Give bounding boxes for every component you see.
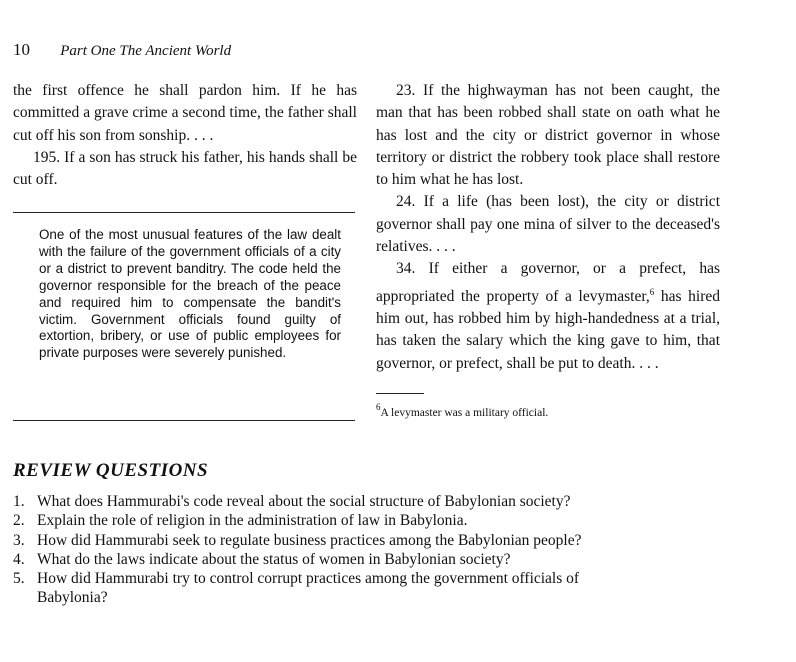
question-number: 4. <box>13 550 25 568</box>
page-number: 10 <box>13 40 30 59</box>
review-questions-list <box>13 492 633 608</box>
sidebar-text: One of the most unusual features of the law dealt with the failure of the government officials of a city or a district to prevent banditry. The code held the governor responsible for the breach of the peace and required him to compensate the bandit's victim. Government officials found guilty of extortion, bribery, or use of public employees for private purposes were severely punished. <box>39 227 341 361</box>
question-text: How did Hammurabi seek to regulate business practices among the Babylonian people? <box>37 531 582 549</box>
page-header <box>13 40 231 60</box>
footnote-marker: 6 <box>376 401 381 412</box>
footnote-text: A levymaster was a military official. <box>380 406 549 419</box>
question-number: 3. <box>13 531 25 549</box>
running-title: Part One The Ancient World <box>60 43 232 59</box>
review-question <box>13 492 633 511</box>
question-text: How did Hammurabi try to control corrupt practices among the government officials of Babylonia? <box>37 570 580 607</box>
law-paragraph: 23. If the highwayman has not been caught, the man that has been robbed shall state on oath what he has lost and the city or district governor in whose territory or district the robbery took place shall restore to him what he has lost. <box>376 82 720 189</box>
law-paragraph: 195. If a son has struck his father, his hands shall be cut off. <box>13 148 357 189</box>
law-paragraph <box>376 258 720 374</box>
question-text: What do the laws indicate about the status of women in Babylonian society? <box>37 550 511 568</box>
question-number: 5. <box>13 570 25 588</box>
question-number: 2. <box>13 512 25 530</box>
law-paragraph-end: has hired him out, has robbed him by high-handedness at a trial, has taken the salary which the king gave to him, that governor, or prefect, shall be put to death. . . . <box>376 287 720 372</box>
review-question <box>13 531 633 550</box>
law-paragraph: the first offence he shall pardon him. If he has committed a grave crime a second time, the father shall cut off his son from sonship. . . . <box>13 82 357 144</box>
footnote <box>376 402 720 419</box>
commentary-sidebar <box>13 212 355 421</box>
question-number: 1. <box>13 493 25 510</box>
question-text: Explain the role of religion in the administration of law in Babylonia. <box>37 512 468 530</box>
footnote-reference[interactable]: 6 <box>649 286 655 297</box>
review-question <box>13 569 633 608</box>
left-column <box>13 80 357 191</box>
law-paragraph-start: 34. If either a governor, or a prefect, has appropriated the property of a levymaster, <box>376 260 720 305</box>
law-paragraph: 24. If a life (has been lost), the city or district governor shall pay one mina of silver to the deceased's relatives. . . . <box>376 193 720 256</box>
right-column <box>376 80 720 419</box>
review-questions-heading: REVIEW QUESTIONS <box>13 460 209 481</box>
question-text: What does Hammurabi's code reveal about the social structure of Babylonian society? <box>37 493 571 510</box>
review-question <box>13 550 633 569</box>
review-question <box>13 511 633 530</box>
footnote-divider <box>376 393 424 394</box>
